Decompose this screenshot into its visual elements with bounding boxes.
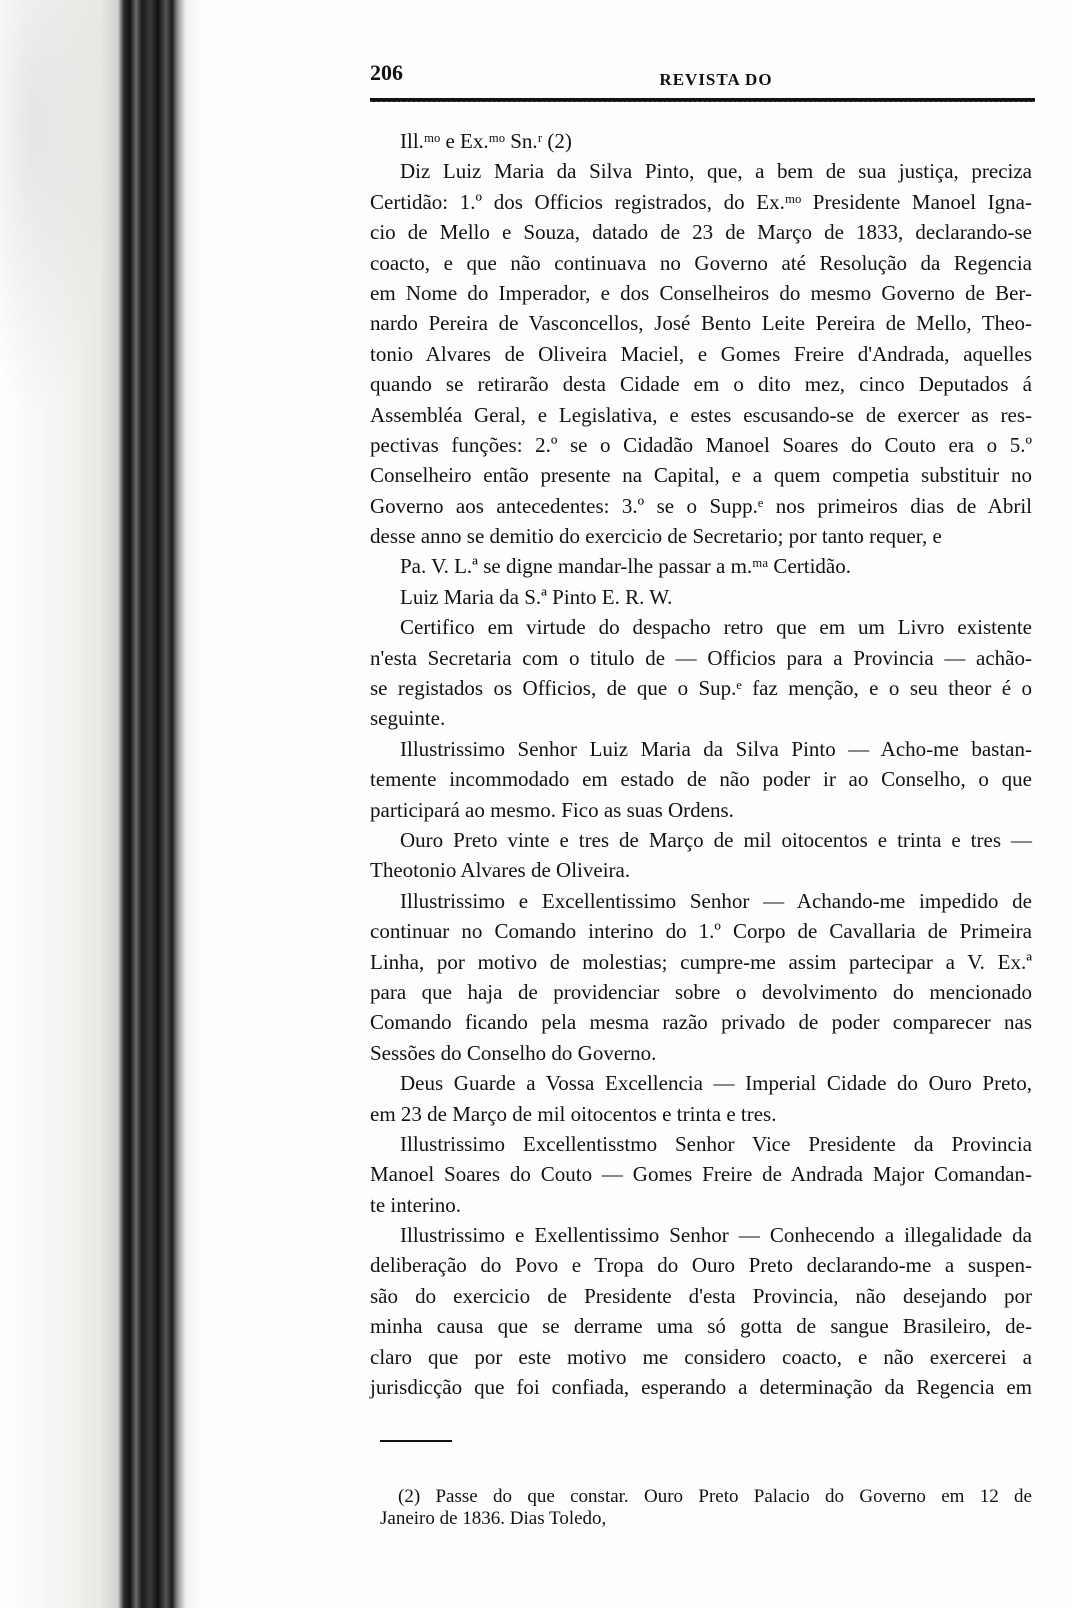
text-line: seguinte. <box>370 706 446 731</box>
text-line: deliberação do Povo e Tropa do Ouro Preto declarando-me a suspen- <box>370 1253 1032 1278</box>
text-line: Illustrissimo e Exellentissimo Senhor — Conhecendo a illegalidade da <box>400 1223 1032 1248</box>
text-line: Assembléa Geral, e Legislativa, e estes escusando-se de exercer as res- <box>370 402 1032 427</box>
footnote <box>380 1486 1032 1530</box>
text-line: nardo Pereira de Vasconcellos, José Bento Leite Pereira de Mello, Theo- <box>370 311 1032 336</box>
page-header <box>370 58 1032 102</box>
page-number: 206 <box>370 60 403 85</box>
paragraph <box>370 551 1032 581</box>
running-title: REVISTA DO <box>659 70 773 89</box>
text-line: desse anno se demitio do exercicio de Secretario; por tanto requer, e <box>370 524 942 549</box>
paragraph <box>370 1129 1032 1220</box>
text-line: Certifico em virtude do despacho retro que em um Livro existente <box>400 615 1032 640</box>
text-line: te interino. <box>370 1192 461 1217</box>
text-line: temente incommodado em estado de não poder ir ao Conselho, o que <box>370 767 1032 792</box>
text-line: cio de Mello e Souza, datado de 23 de Março de 1833, declarando-se <box>370 220 1032 245</box>
header-rule <box>370 98 1035 102</box>
text-line: continuar no Comando interino do 1.º Corpo de Cavallaria de Primeira <box>370 919 1032 944</box>
text-line: se registados os Officios, de que o Sup.ᵉ faz menção, e o seu theor é o <box>370 676 1032 701</box>
paragraph <box>370 612 1032 734</box>
text-line: Manoel Soares do Couto — Gomes Freire de Andrada Major Comandan- <box>370 1162 1032 1187</box>
text-line: quando se retirarão desta Cidade em o dito mez, cinco Deputados á <box>370 372 1032 397</box>
paragraph <box>370 1068 1032 1129</box>
text-line: Conselheiro então presente na Capital, e a quem competia substituir no <box>370 463 1032 488</box>
text-line: em Nome do Imperador, e dos Conselheiros do mesmo Governo de Ber- <box>370 280 1032 305</box>
text-line: Ill.ᵐᵒ e Ex.ᵐᵒ Sn.ʳ (2) <box>400 129 572 153</box>
text-line: claro que por este motivo me considero coacto, e não exercerei a <box>370 1344 1032 1369</box>
text-line: tonio Alvares de Oliveira Maciel, e Gomes Freire d'Andrada, aquelles <box>370 341 1032 366</box>
text-line: em 23 de Março de mil oitocentos e trinta e tres. <box>370 1101 777 1126</box>
text-line: Diz Luiz Maria da Silva Pinto, que, a bem de sua justiça, preciza <box>400 159 1032 184</box>
text-line: Illustrissimo e Excellentissimo Senhor — Achando-me impedido de <box>400 888 1032 913</box>
text-line: jurisdicção que foi confiada, esperando a determinação da Regencia em <box>370 1375 1032 1400</box>
text-line: são do exercicio de Presidente d'esta Provincia, não desejando por <box>370 1283 1032 1308</box>
footnote-line: Janeiro de 1836. Dias Toledo, <box>380 1508 607 1529</box>
text-line: pectivas funções: 2.º se o Cidadão Manoel Soares do Couto era o 5.º <box>370 432 1032 457</box>
text-line: Governo aos antecedentes: 3.º se o Supp.ᵉ nos primeiros dias de Abril <box>370 493 1032 518</box>
paragraph <box>370 126 1032 156</box>
paragraph <box>370 1220 1032 1402</box>
paragraph <box>370 734 1032 825</box>
text-line: coacto, e que não continuava no Governo até Resolução da Regencia <box>370 250 1032 275</box>
text-line: Illustrissimo Excellentisstmo Senhor Vice Presidente da Provincia <box>400 1131 1032 1156</box>
text-line: Deus Guarde a Vossa Excellencia — Imperial Cidade do Ouro Preto, <box>400 1071 1032 1096</box>
text-line: Pa. V. L.ª se digne mandar-lhe passar a m.ᵐᵃ Certidão. <box>400 554 851 579</box>
text-line: minha causa que se derrame uma só gotta de sangue Brasileiro, de- <box>370 1314 1032 1339</box>
text-line: Comando ficando pela mesma razão privado de poder comparecer nas <box>370 1010 1032 1035</box>
paragraph <box>370 825 1032 886</box>
text-line: Ouro Preto vinte e tres de Março de mil oitocentos e trinta e tres — <box>400 827 1032 852</box>
footnote-line: (2) Passe do que constar. Ouro Preto Palacio do Governo em 12 de <box>398 1486 1032 1507</box>
text-line: participará ao mesmo. Fico as suas Ordens. <box>370 797 734 822</box>
text-line: para que haja de providenciar sobre o devolvimento do mencionado <box>370 979 1032 1004</box>
body-text <box>370 126 1032 1402</box>
text-line: Luiz Maria da S.ª Pinto E. R. W. <box>400 584 673 609</box>
text-line: Illustrissimo Senhor Luiz Maria da Silva Pinto — Acho-me bastan- <box>400 736 1032 761</box>
paragraph <box>370 156 1032 551</box>
text-line: Sessões do Conselho do Governo. <box>370 1040 657 1065</box>
text-line: Linha, por motivo de molestias; cumpre-me assim partecipar a V. Ex.ª <box>370 949 1032 974</box>
text-line: Theotonio Alvares de Oliveira. <box>370 858 631 883</box>
text-line: n'esta Secretaria com o titulo de — Officios para a Provincia — achão- <box>370 645 1032 670</box>
text-line: Certidão: 1.º dos Officios registrados, do Ex.ᵐᵒ Presidente Manoel Igna- <box>370 189 1032 214</box>
page-shadow <box>0 0 110 420</box>
footnote-rule <box>380 1440 452 1442</box>
paragraph <box>370 886 1032 1068</box>
paragraph <box>370 582 1032 612</box>
